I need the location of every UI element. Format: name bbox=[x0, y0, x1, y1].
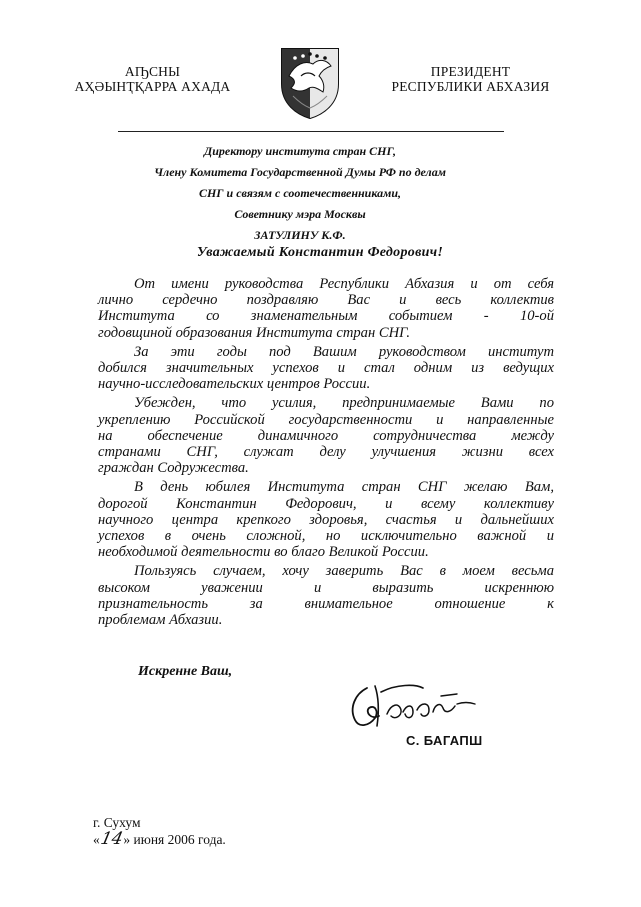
state-emblem-icon bbox=[279, 46, 341, 120]
place-of-issue: г. Сухум bbox=[93, 815, 141, 830]
body-line: укреплению Российской государственности и направленные bbox=[98, 411, 554, 428]
date-of-issue bbox=[93, 830, 226, 849]
addressee-name: ЗАТУЛИНУ К.Ф. bbox=[254, 228, 346, 242]
body-line: Убежден, что усилия, предпринимаемые Вами по bbox=[134, 395, 554, 412]
paragraph-5 bbox=[98, 563, 554, 628]
body-line: научного центра крепкого здоровья, счастья и дальнейших bbox=[98, 511, 554, 528]
date-day-handwritten: 14 bbox=[98, 829, 125, 849]
body-line: добился значительных успехов и стал одним из ведущих bbox=[98, 360, 554, 377]
body-line: годовщиной образования Института стран СНГ. bbox=[98, 324, 410, 341]
body-line: От имени руководства Республики Абхазия и от себя bbox=[134, 276, 554, 292]
body-line: необходимой деятельности во благо Великой России. bbox=[98, 544, 429, 561]
addressee-line: СНГ и связям с соотечественниками, bbox=[198, 186, 402, 200]
sender-title-russian bbox=[378, 64, 563, 94]
addressee-line: Советнику мэра Москвы bbox=[234, 207, 366, 221]
body-line: на обеспечение динамичного сотрудничества между bbox=[98, 427, 554, 444]
body-line: лично сердечно поздравляю Вас и весь коллектив bbox=[98, 292, 554, 309]
paragraph-2 bbox=[98, 344, 554, 393]
letter-body bbox=[98, 276, 554, 631]
signer-name: С. БАГАПШ bbox=[406, 733, 483, 748]
sender-title-abkhaz-line1: АҦСНЫ bbox=[124, 64, 181, 79]
addressee-line: Директору института стран СНГ, bbox=[204, 144, 396, 158]
date-open-quote: « bbox=[93, 832, 100, 847]
body-line: В день юбилея Института стран СНГ желаю Вам, bbox=[134, 479, 554, 496]
addressee-block bbox=[100, 141, 500, 246]
body-line: За эти годы под Вашим руководством институт bbox=[134, 343, 554, 360]
paragraph-1 bbox=[98, 276, 554, 341]
date-month-year: июня 2006 года. bbox=[130, 832, 226, 847]
sender-title-russian-line1: ПРЕЗИДЕНТ bbox=[430, 64, 511, 79]
body-line: научно-исследовательских центров России. bbox=[98, 376, 371, 393]
date-close-quote: » bbox=[123, 832, 131, 847]
body-line: Института со знаменательным событием - 10-ой bbox=[98, 308, 554, 325]
addressee-line: Члену Комитета Государственной Думы РФ по делам bbox=[154, 165, 446, 179]
sender-title-abkhaz bbox=[60, 64, 245, 94]
body-line: признательность за внимательное отношение к bbox=[98, 595, 554, 612]
body-line: Пользуясь случаем, хочу заверить Вас в моем весьма bbox=[134, 563, 554, 580]
header-divider bbox=[118, 131, 504, 132]
sender-title-russian-line2: РЕСПУБЛИКИ АБХАЗИЯ bbox=[391, 79, 550, 94]
sender-title-abkhaz-line2: АҲӘЫНҬҚАРРА АХАДА bbox=[74, 79, 231, 94]
paragraph-3 bbox=[98, 395, 554, 476]
body-line: высоком уважении и выразить искреннюю bbox=[98, 579, 554, 596]
paragraph-4 bbox=[98, 479, 554, 560]
salutation: Уважаемый Константин Федорович! bbox=[196, 245, 444, 260]
handwritten-signature-icon bbox=[345, 668, 485, 738]
body-line: странами СНГ, служат делу улучшения жизни всех bbox=[98, 444, 554, 461]
body-line: проблемам Абхазии. bbox=[98, 612, 223, 629]
body-line: дорогой Константин Федорович, и всему коллективу bbox=[98, 495, 554, 512]
body-line: граждан Содружества. bbox=[98, 460, 249, 477]
closing-phrase: Искренне Ваш, bbox=[138, 664, 233, 679]
body-line: успехов в очень сложной, но исключительно важной и bbox=[98, 528, 554, 545]
